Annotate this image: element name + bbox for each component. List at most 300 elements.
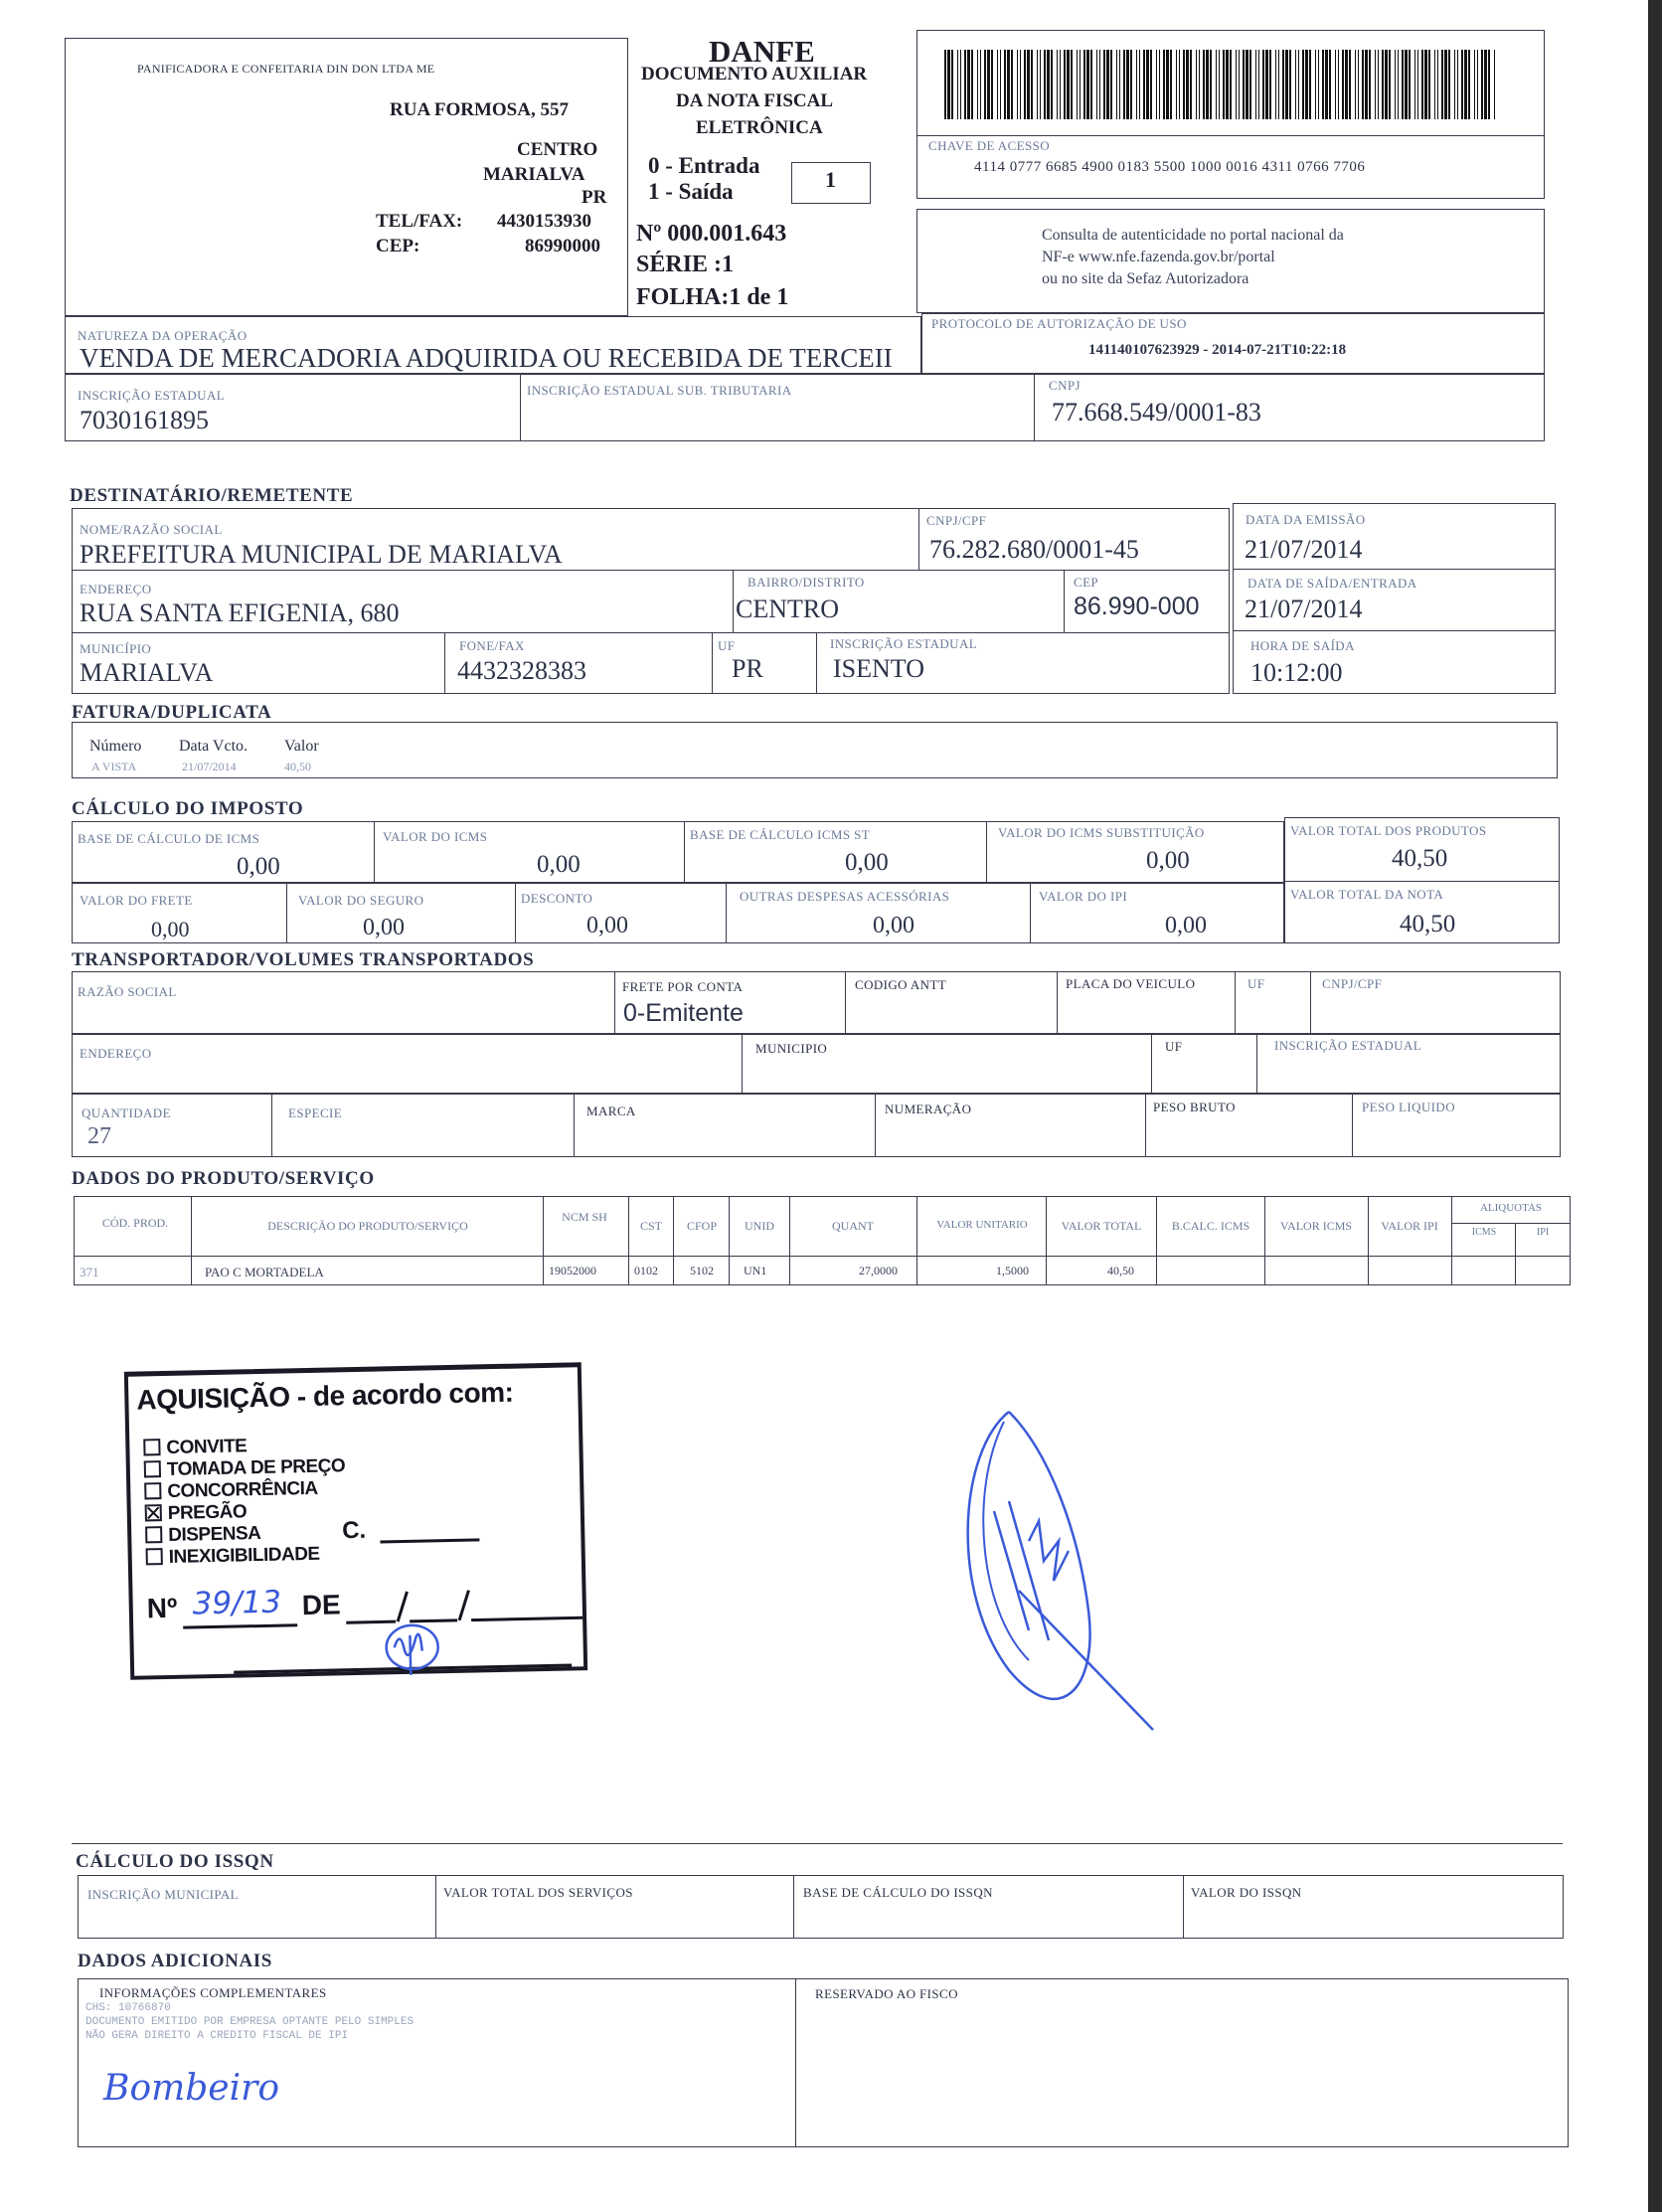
tr-qtd-label: QUANTIDADE bbox=[82, 1106, 171, 1120]
barcode-bar bbox=[1342, 50, 1344, 119]
prod-h-aicms: ICMS bbox=[1471, 1227, 1497, 1238]
barcode-bar bbox=[1119, 50, 1120, 119]
emitente-uf: PR bbox=[582, 187, 607, 208]
barcode-bar bbox=[1398, 50, 1399, 119]
danfe-folha: FOLHA:1 de 1 bbox=[636, 284, 789, 310]
barcode-bar bbox=[1106, 50, 1109, 119]
prod-v4 bbox=[673, 1196, 674, 1285]
barcode-bar bbox=[1136, 50, 1137, 119]
barcode-bar bbox=[1454, 50, 1455, 119]
adicionais-info-line1: CHS: 10766870 bbox=[85, 2002, 171, 2014]
stamp-opt-pregao: PREGÃO bbox=[145, 1499, 347, 1525]
prod-row-vunit: 1,5000 bbox=[996, 1264, 1029, 1277]
barcode-bar bbox=[1007, 50, 1010, 119]
barcode-bar bbox=[1031, 50, 1033, 119]
prod-v5 bbox=[729, 1196, 730, 1285]
cnpj-emit-label: CNPJ bbox=[1049, 378, 1080, 393]
consulta-line3: ou no site da Sefaz Autorizadora bbox=[1042, 270, 1249, 287]
prod-row-vtotal: 40,50 bbox=[1107, 1264, 1134, 1277]
chave-value: 4114 0777 6685 4900 0183 5500 1000 0016 4311 0766 7706 bbox=[974, 159, 1366, 175]
dest-municipio-label: MUNICÍPIO bbox=[80, 641, 152, 656]
imp-ipi-label: VALOR DO IPI bbox=[1039, 889, 1128, 904]
barcode-bar bbox=[1375, 50, 1376, 119]
issqn-total-label: VALOR TOTAL DOS SERVIÇOS bbox=[443, 1885, 633, 1900]
barcode-bar bbox=[1481, 50, 1483, 119]
prod-row-cfop: 5102 bbox=[690, 1264, 714, 1277]
issqn-section: CÁLCULO DO ISSQN bbox=[76, 1851, 274, 1872]
barcode-bar bbox=[1325, 50, 1328, 119]
barcode-bar bbox=[1389, 50, 1391, 119]
barcode-bar bbox=[957, 50, 958, 119]
ie-st-label: INSCRIÇÃO ESTADUAL SUB. TRIBUTARIA bbox=[527, 383, 792, 398]
prod-header-line bbox=[74, 1256, 1571, 1257]
imp-icms-st: 0,00 bbox=[1146, 847, 1190, 874]
stamp-numero-prefix: Nº bbox=[146, 1592, 178, 1624]
barcode-bar bbox=[1206, 50, 1209, 119]
barcode-bar bbox=[1196, 50, 1197, 119]
prod-h-aipi: IPI bbox=[1536, 1227, 1550, 1238]
barcode-bar bbox=[1044, 50, 1046, 119]
prod-h-aliq: ALIQUOTAS bbox=[1479, 1202, 1543, 1214]
barcode-bar bbox=[1441, 50, 1443, 119]
barcode-bar bbox=[997, 50, 998, 119]
tr-razao-label: RAZÃO SOCIAL bbox=[78, 984, 177, 999]
dest-vline-4 bbox=[444, 632, 445, 694]
tr-v4 bbox=[1235, 971, 1236, 1034]
danfe-entrada: 0 - Entrada bbox=[648, 153, 760, 178]
barcode-bar bbox=[1468, 50, 1470, 119]
tr-v9 bbox=[271, 1094, 272, 1157]
barcode-bar bbox=[1395, 50, 1396, 119]
ie-divider-1 bbox=[520, 374, 521, 441]
barcode-bar bbox=[1258, 50, 1259, 119]
barcode-bar bbox=[1210, 50, 1212, 119]
stamp-opt-dispensa: DISPENSA bbox=[145, 1521, 347, 1547]
barcode-bar bbox=[1096, 50, 1097, 119]
barcode-bar bbox=[1156, 50, 1157, 119]
barcode-bar bbox=[1305, 50, 1308, 119]
barcode-bar bbox=[991, 50, 993, 119]
dest-vline-5 bbox=[712, 632, 713, 694]
tr-placa-label: PLACA DO VEICULO bbox=[1066, 976, 1196, 991]
dest-fone: 4432328383 bbox=[457, 656, 586, 685]
tr-uf-label: UF bbox=[1247, 976, 1265, 991]
barcode-bar bbox=[964, 50, 966, 119]
dest-endereco: RUA SANTA EFIGENIA, 680 bbox=[80, 598, 400, 627]
barcode-bar bbox=[1414, 50, 1415, 119]
barcode-bar bbox=[1295, 50, 1296, 119]
prod-h-ncm: NCM SH bbox=[562, 1210, 607, 1224]
fatura-v-numero: A VISTA bbox=[91, 760, 137, 773]
barcode-bar bbox=[1024, 50, 1026, 119]
barcode-bar bbox=[1444, 50, 1447, 119]
barcode-bar bbox=[1223, 50, 1225, 119]
barcode-bar bbox=[1216, 50, 1217, 119]
tr-v8 bbox=[1256, 1034, 1257, 1094]
barcode-bar bbox=[1226, 50, 1229, 119]
adicionais-section: DADOS ADICIONAIS bbox=[78, 1951, 272, 1971]
imp-bc-icms: 0,00 bbox=[237, 853, 280, 880]
dest-saida: 21/07/2014 bbox=[1245, 595, 1363, 623]
prod-v13 bbox=[1515, 1223, 1516, 1285]
barcode-bar bbox=[1318, 50, 1319, 119]
barcode-bar bbox=[1302, 50, 1304, 119]
protocolo-label: PROTOCOLO DE AUTORIZAÇÃO DE USO bbox=[931, 316, 1187, 331]
dest-municipio: MARIALVA bbox=[80, 658, 214, 687]
issqn-v1 bbox=[435, 1875, 436, 1939]
prod-row-unid: UN1 bbox=[744, 1264, 767, 1277]
barcode-bar bbox=[1309, 50, 1311, 119]
barcode-bar bbox=[1150, 50, 1152, 119]
barcode-bar bbox=[1428, 50, 1430, 119]
danfe-title: DANFE bbox=[709, 34, 815, 69]
barcode-bar bbox=[1382, 50, 1384, 119]
fatura-v-data: 21/07/2014 bbox=[182, 760, 237, 773]
dest-hora-label: HORA DE SAÍDA bbox=[1250, 638, 1355, 653]
dest-vline-3 bbox=[1064, 570, 1065, 632]
barcode bbox=[944, 50, 1501, 119]
prod-v2 bbox=[543, 1196, 544, 1285]
barcode-bar bbox=[1057, 50, 1058, 119]
barcode-bar bbox=[984, 50, 986, 119]
dest-vline-1 bbox=[918, 508, 919, 570]
tr-endereco-label: ENDEREÇO bbox=[80, 1046, 152, 1061]
barcode-bar bbox=[1265, 50, 1268, 119]
dest-saida-label: DATA DE SAÍDA/ENTRADA bbox=[1247, 576, 1417, 591]
barcode-bar bbox=[1011, 50, 1013, 119]
ie-label: INSCRIÇÃO ESTADUAL bbox=[78, 388, 226, 403]
barcode-bar bbox=[1163, 50, 1165, 119]
barcode-bar bbox=[1362, 50, 1364, 119]
emitente-endereco: RUA FORMOSA, 557 bbox=[390, 99, 569, 120]
adicionais-info-line3: NÃO GERA DIREITO A CREDITO FISCAL DE IPI bbox=[85, 2030, 349, 2042]
barcode-bar bbox=[1199, 50, 1200, 119]
dest-nome: PREFEITURA MUNICIPAL DE MARIALVA bbox=[80, 540, 563, 569]
destinatario-section: DESTINATÁRIO/REMETENTE bbox=[70, 485, 354, 506]
barcode-bar bbox=[980, 50, 981, 119]
issqn-top-rule bbox=[72, 1843, 1563, 1844]
tr-v13 bbox=[1352, 1094, 1353, 1157]
prod-row-ncm: 19052000 bbox=[549, 1264, 596, 1277]
barcode-bar bbox=[1020, 50, 1021, 119]
dest-endereco-label: ENDEREÇO bbox=[80, 582, 152, 596]
prod-v3 bbox=[628, 1196, 629, 1285]
imp-ipi: 0,00 bbox=[1165, 913, 1207, 938]
tr-v5 bbox=[1310, 971, 1311, 1034]
barcode-bar bbox=[1358, 50, 1359, 119]
prod-h-cfop: CFOP bbox=[686, 1219, 718, 1233]
barcode-bar bbox=[1405, 50, 1408, 119]
barcode-bar bbox=[1329, 50, 1331, 119]
danfe-sub3: ELETRÔNICA bbox=[696, 117, 823, 138]
barcode-bar bbox=[1086, 50, 1089, 119]
barcode-bar bbox=[1402, 50, 1404, 119]
barcode-bar bbox=[1246, 50, 1248, 119]
dest-vline-2 bbox=[733, 570, 734, 632]
barcode-bar bbox=[1255, 50, 1256, 119]
danfe-tipo: 1 bbox=[825, 167, 836, 192]
imp-v7 bbox=[1030, 883, 1031, 943]
transporte-section: TRANSPORTADOR/VOLUMES TRANSPORTADOS bbox=[72, 949, 535, 970]
barcode-bar bbox=[987, 50, 990, 119]
imp-v1 bbox=[374, 821, 375, 883]
barcode-bar bbox=[944, 50, 946, 119]
imp-seguro-label: VALOR DO SEGURO bbox=[298, 893, 424, 908]
imp-total-prod-label: VALOR TOTAL DOS PRODUTOS bbox=[1290, 823, 1487, 838]
fatura-section: FATURA/DUPLICATA bbox=[72, 702, 272, 723]
dest-cep: 86.990-000 bbox=[1074, 593, 1200, 620]
barcode-bar bbox=[1126, 50, 1129, 119]
dest-uf: PR bbox=[732, 654, 763, 683]
barcode-bar bbox=[1282, 50, 1284, 119]
barcode-bar bbox=[1338, 50, 1339, 119]
tr-v3 bbox=[1057, 971, 1058, 1034]
barcode-bar bbox=[967, 50, 970, 119]
dest-bairro: CENTRO bbox=[736, 595, 839, 623]
barcode-bar bbox=[1322, 50, 1324, 119]
dest-cnpj-label: CNPJ/CPF bbox=[926, 513, 987, 528]
barcode-bar bbox=[1345, 50, 1348, 119]
barcode-bar bbox=[1385, 50, 1388, 119]
dest-emissao: 21/07/2014 bbox=[1245, 535, 1363, 564]
dest-nome-label: NOME/RAZÃO SOCIAL bbox=[80, 522, 223, 537]
stamp-opt-tomada: TOMADA DE PREÇO bbox=[144, 1455, 346, 1481]
imp-bc-st: 0,00 bbox=[845, 849, 889, 876]
imp-v2 bbox=[684, 821, 685, 883]
barcode-bar bbox=[1349, 50, 1351, 119]
barcode-bar bbox=[1040, 50, 1041, 119]
emitente-tel: 4430153930 bbox=[497, 211, 591, 232]
barcode-bar bbox=[1457, 50, 1458, 119]
prod-v9 bbox=[1156, 1196, 1157, 1285]
barcode-bar bbox=[1494, 50, 1495, 119]
emitente-cidade: MARIALVA bbox=[483, 164, 585, 185]
checkbox-tomada bbox=[144, 1460, 161, 1477]
barcode-bar bbox=[1139, 50, 1140, 119]
tr-frete: 0-Emitente bbox=[623, 999, 744, 1027]
barcode-bar bbox=[1103, 50, 1105, 119]
imp-frete-label: VALOR DO FRETE bbox=[80, 893, 193, 908]
barcode-bar bbox=[1434, 50, 1435, 119]
barcode-bar bbox=[1179, 50, 1180, 119]
barcode-bar bbox=[1159, 50, 1160, 119]
imp-frete: 0,00 bbox=[151, 917, 190, 941]
barcode-bar bbox=[1071, 50, 1073, 119]
dest-hora: 10:12:00 bbox=[1250, 658, 1343, 687]
adicionais-divider bbox=[795, 1978, 796, 2147]
barcode-bar bbox=[1239, 50, 1240, 119]
prod-v1 bbox=[191, 1196, 192, 1285]
emitente-cep-label: CEP: bbox=[376, 236, 420, 256]
imp-outras: 0,00 bbox=[873, 913, 914, 938]
imp-total-nota: 40,50 bbox=[1400, 911, 1456, 937]
imp-icms-label: VALOR DO ICMS bbox=[383, 829, 488, 844]
issqn-v3 bbox=[1183, 1875, 1184, 1939]
barcode-bar bbox=[1464, 50, 1467, 119]
barcode-bar bbox=[947, 50, 950, 119]
adicionais-fisco-label: RESERVADO AO FISCO bbox=[815, 1986, 958, 2001]
checkbox-convite bbox=[143, 1439, 160, 1455]
tr-peso-liquido-label: PESO LIQUIDO bbox=[1362, 1100, 1455, 1114]
dest-fone-label: FONE/FAX bbox=[459, 638, 525, 653]
barcode-bar bbox=[1027, 50, 1030, 119]
barcode-bar bbox=[1004, 50, 1006, 119]
imp-icms-st-label: VALOR DO ICMS SUBSTITUIÇÃO bbox=[998, 825, 1205, 840]
barcode-bar bbox=[1051, 50, 1053, 119]
prod-v11 bbox=[1368, 1196, 1369, 1285]
issqn-valor-label: VALOR DO ISSQN bbox=[1191, 1885, 1302, 1900]
danfe-saida: 1 - Saída bbox=[648, 179, 734, 204]
dest-hline-4 bbox=[1233, 630, 1556, 631]
barcode-bar bbox=[1461, 50, 1463, 119]
barcode-bar bbox=[1474, 50, 1475, 119]
barcode-bar bbox=[1047, 50, 1050, 119]
prod-h-unid: UNID bbox=[745, 1219, 774, 1233]
dest-emissao-label: DATA DA EMISSÃO bbox=[1246, 512, 1366, 527]
stamp-de: DE bbox=[301, 1589, 341, 1621]
stamp-options bbox=[143, 1434, 347, 1569]
tr-cnpj-label: CNPJ/CPF bbox=[1322, 976, 1383, 991]
imp-seguro: 0,00 bbox=[363, 915, 405, 940]
prod-v7 bbox=[916, 1196, 917, 1285]
checkbox-pregao-checked bbox=[145, 1504, 162, 1521]
barcode-bar bbox=[1099, 50, 1100, 119]
barcode-bar bbox=[1064, 50, 1066, 119]
barcode-bar bbox=[960, 50, 961, 119]
barcode-bar bbox=[951, 50, 953, 119]
ie-value: 7030161895 bbox=[80, 406, 209, 434]
dest-hline-1 bbox=[72, 570, 1230, 571]
tr-especie-label: ESPECIE bbox=[288, 1106, 343, 1120]
barcode-bar bbox=[1269, 50, 1271, 119]
stamp-rubrica bbox=[372, 1616, 452, 1678]
tr-uf2-label: UF bbox=[1165, 1039, 1183, 1054]
barcode-bar bbox=[1298, 50, 1299, 119]
prod-row-cod: 371 bbox=[80, 1265, 99, 1279]
chave-label: CHAVE DE ACESSO bbox=[928, 138, 1051, 153]
imp-desconto-label: DESCONTO bbox=[521, 891, 593, 906]
barcode-bar bbox=[1166, 50, 1169, 119]
tr-marca-label: MARCA bbox=[586, 1104, 636, 1118]
adicionais-box bbox=[78, 1978, 1569, 2147]
barcode-bar bbox=[1262, 50, 1264, 119]
barcode-bar bbox=[1378, 50, 1379, 119]
barcode-bar bbox=[1170, 50, 1172, 119]
danfe-sub2: DA NOTA FISCAL bbox=[676, 90, 834, 111]
stamp-numero: 39/13 bbox=[192, 1584, 282, 1622]
dest-hline-2 bbox=[72, 632, 1230, 633]
imp-bc-st-label: BASE DE CÁLCULO ICMS ST bbox=[690, 827, 871, 842]
imp-total-nota-label: VALOR TOTAL DA NOTA bbox=[1290, 887, 1444, 902]
barcode-bar bbox=[1183, 50, 1185, 119]
fatura-h-data: Data Vcto. bbox=[179, 738, 249, 755]
barcode-bar bbox=[1083, 50, 1085, 119]
dest-cnpj: 76.282.680/0001-45 bbox=[929, 535, 1139, 564]
natureza-label: NATUREZA DA OPERAÇÃO bbox=[78, 328, 248, 343]
dest-vline-6 bbox=[816, 632, 817, 694]
imposto-section: CÁLCULO DO IMPOSTO bbox=[72, 798, 304, 819]
prod-row-cst: 0102 bbox=[634, 1264, 658, 1277]
prod-v10 bbox=[1264, 1196, 1265, 1285]
emitente-bairro: CENTRO bbox=[517, 139, 598, 160]
prod-row-quant: 27,0000 bbox=[859, 1264, 898, 1277]
barcode-bar bbox=[1060, 50, 1061, 119]
barcode-bar bbox=[977, 50, 978, 119]
barcode-bar bbox=[1116, 50, 1117, 119]
stamp-opt-inexigibilidade: INEXIGIBILIDADE bbox=[146, 1543, 348, 1569]
barcode-bar bbox=[1289, 50, 1291, 119]
adicionais-info-label: INFORMAÇÕES COMPLEMENTARES bbox=[99, 1985, 327, 2000]
dest-bairro-label: BAIRRO/DISTRITO bbox=[748, 575, 865, 590]
prod-h-bcalc: B.CALC. ICMS bbox=[1171, 1219, 1250, 1233]
tr-v10 bbox=[574, 1094, 575, 1157]
issqn-base-label: BASE DE CÁLCULO DO ISSQN bbox=[803, 1885, 993, 1900]
danfe-serie: SÉRIE :1 bbox=[636, 252, 735, 277]
barcode-bar bbox=[1477, 50, 1478, 119]
prod-v6 bbox=[789, 1196, 790, 1285]
barcode-bar bbox=[971, 50, 973, 119]
consulta-line2: NF-e www.nfe.fazenda.gov.br/portal bbox=[1042, 249, 1275, 265]
prod-h-vtotal: VALOR TOTAL bbox=[1061, 1219, 1142, 1233]
barcode-bar bbox=[1285, 50, 1288, 119]
imp-outras-label: OUTRAS DESPESAS ACESSÓRIAS bbox=[740, 889, 950, 904]
prod-aliq-line bbox=[1451, 1223, 1571, 1224]
barcode-bar bbox=[1203, 50, 1205, 119]
barcode-bar bbox=[1424, 50, 1427, 119]
barcode-bar bbox=[1448, 50, 1450, 119]
dest-uf-label: UF bbox=[718, 638, 736, 653]
imp-icms: 0,00 bbox=[537, 851, 581, 878]
tr-ie-label: INSCRIÇÃO ESTADUAL bbox=[1274, 1038, 1422, 1053]
ie-row-box bbox=[65, 374, 1545, 441]
consulta-line1: Consulta de autenticidade no portal nacional da bbox=[1042, 227, 1344, 244]
stamp-opt-concorrencia: CONCORRÊNCIA bbox=[144, 1477, 346, 1503]
barcode-bar bbox=[1123, 50, 1125, 119]
prod-v8 bbox=[1046, 1196, 1047, 1285]
prod-row-desc: PAO C MORTADELA bbox=[205, 1265, 324, 1279]
adicionais-manuscrito: Bombeiro bbox=[103, 2068, 280, 2109]
barcode-bar bbox=[1335, 50, 1336, 119]
scan-shadow bbox=[1648, 0, 1662, 2212]
barcode-bar bbox=[1130, 50, 1132, 119]
barcode-bar bbox=[1365, 50, 1368, 119]
checkbox-dispensa bbox=[145, 1526, 162, 1543]
tr-v2 bbox=[845, 971, 846, 1034]
stamp-c-line bbox=[380, 1538, 479, 1543]
prod-h-vicms: VALOR ICMS bbox=[1279, 1219, 1353, 1233]
barcode-bar bbox=[1000, 50, 1001, 119]
emitente-cep: 86990000 bbox=[525, 236, 600, 256]
tr-peso-bruto-label: PESO BRUTO bbox=[1153, 1100, 1236, 1114]
tr-qtd: 27 bbox=[87, 1123, 111, 1149]
issqn-ie-label: INSCRIÇÃO MUNICIPAL bbox=[87, 1887, 239, 1902]
barcode-bar bbox=[1219, 50, 1220, 119]
imp-v3 bbox=[986, 821, 987, 883]
imp-v6 bbox=[726, 883, 727, 943]
barcode-bar bbox=[1143, 50, 1145, 119]
tr-municipio-label: MUNICIPIO bbox=[755, 1041, 828, 1056]
barcode-bar bbox=[1488, 50, 1490, 119]
barcode-bar bbox=[1315, 50, 1316, 119]
emitente-nome: PANIFICADORA E CONFEITARIA DIN DON LTDA ME bbox=[137, 62, 435, 76]
dest-ie: ISENTO bbox=[833, 654, 924, 683]
barcode-bar bbox=[1275, 50, 1276, 119]
dest-cep-label: CEP bbox=[1074, 575, 1099, 590]
prod-h-cod: CÓD. PROD. bbox=[101, 1216, 169, 1230]
stamp-c-label: C. bbox=[341, 1516, 367, 1545]
imp-desconto: 0,00 bbox=[586, 913, 628, 938]
transp-row3 bbox=[72, 1094, 1561, 1157]
